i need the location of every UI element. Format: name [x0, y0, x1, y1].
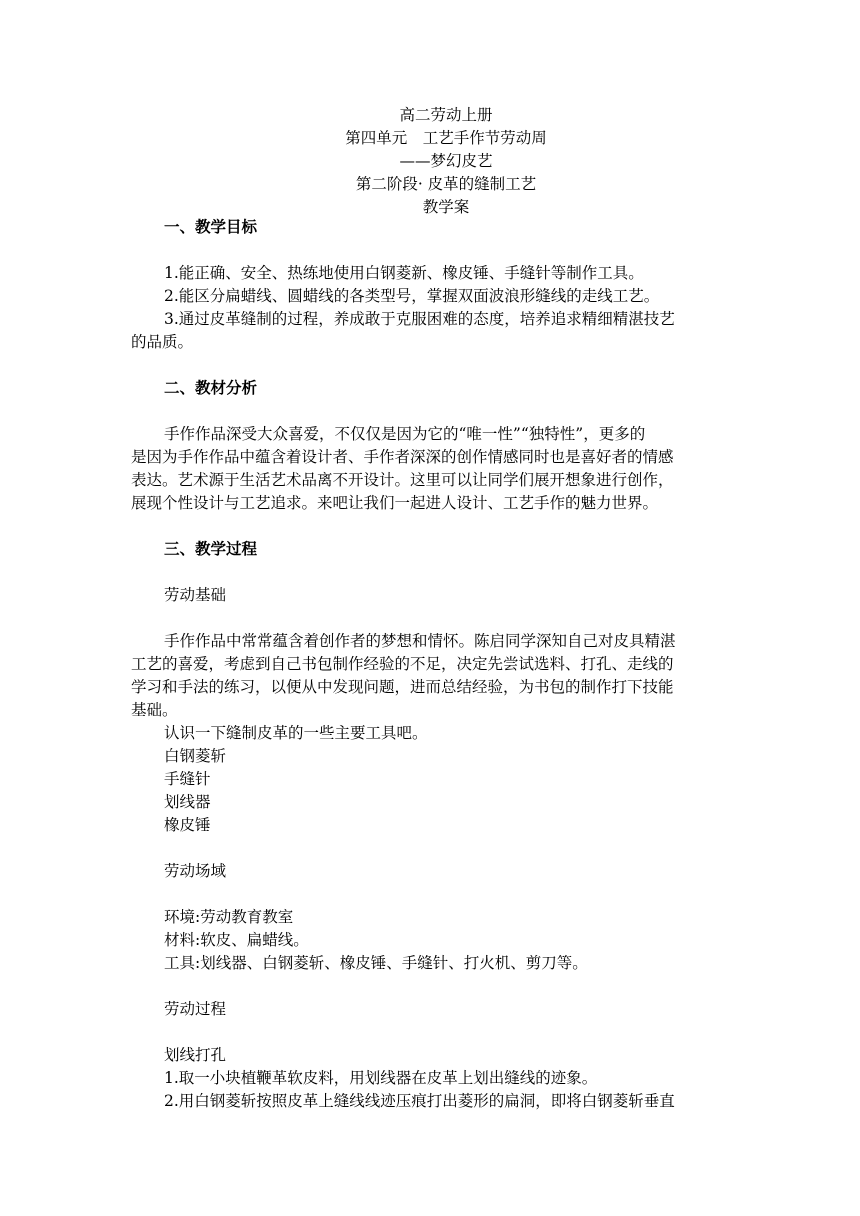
tool-item: 白钢菱斩 [164, 747, 227, 765]
tool-item: 划线器 [164, 793, 211, 811]
paragraph-line: 手作作品中常常蕴含着创作者的梦想和情怀。陈启同学深知自己对皮具精湛 [164, 632, 676, 650]
paragraph-line: 展现个性设计与工艺追求。来吧让我们一起进人设计、工艺手作的魅力世界。 [131, 494, 659, 512]
paragraph-line: 工艺的喜爱，考虑到自己书包制作经验的不足，决定先尝试选料、打孔、走线的 [131, 655, 674, 673]
tool-item: 手缝针 [164, 770, 211, 788]
field-line: 材料:软皮、扁蜡线。 [164, 931, 309, 949]
theme-title: ——梦幻皮艺 [399, 152, 493, 170]
tool-item: 橡皮锤 [164, 816, 211, 834]
subsection-title-field: 劳动场域 [164, 862, 227, 880]
paragraph-line: 基础。 [131, 701, 178, 719]
section-heading-process: 三、教学过程 [164, 540, 258, 558]
field-line: 环境:劳动教育教室 [164, 908, 294, 926]
tools-intro: 认识一下缝制皮革的一些主要工具吧。 [164, 724, 428, 742]
document-body [131, 216, 741, 1113]
paragraph-line: 表达。艺术源于生活艺术品离不开设计。这里可以让同学们展开想象进行创作， [131, 471, 674, 489]
subsection-title-process: 劳动过程 [164, 1000, 227, 1018]
title-block [0, 104, 860, 219]
stage-title: 第二阶段· 皮革的缝制工艺 [355, 175, 537, 193]
section-heading-analysis: 二、教材分析 [164, 379, 258, 397]
paragraph-line: 是因为手作作品中蕴含着设计者、手作者深深的创作情感同时也是喜好者的情感 [131, 448, 674, 466]
objective-item: 1.能正确、安全、热练地使用白钢菱新、橡皮锤、手缝针等制作工具。 [164, 264, 644, 282]
course-title: 高二劳动上册 [399, 106, 493, 124]
unit-title: 第四单元 工艺手作节劳动周 [345, 129, 547, 147]
field-line: 工具:划线器、白钢菱斩、橡皮锤、手缝针、打火机、剪刀等。 [164, 954, 588, 972]
objective-item: 3.通过皮革缝制的过程，养成敢于克服困难的态度，培养追求精细精湛技艺 [164, 310, 675, 328]
paragraph-line: 学习和手法的练习，以便从中发现问题，进而总结经验，为书包的制作打下技能 [131, 678, 674, 696]
objective-item-continued: 的品质。 [131, 333, 194, 351]
objective-item: 2.能区分扁蜡线、圆蜡线的各类型号，掌握双面波浪形缝线的走线工艺。 [164, 287, 660, 305]
paragraph-line: 手作作品深受大众喜爱，不仅仅是因为它的“唯一性”“独特性”，更多的 [164, 425, 646, 443]
doc-type-title: 教学案 [422, 198, 470, 216]
subsection-title-basics: 劳动基础 [164, 586, 227, 604]
section-heading-objectives: 一、教学目标 [164, 218, 258, 236]
step-title: 划线打孔 [164, 1046, 227, 1064]
step-line: 1.取一小块植鞭革软皮料，用划线器在皮革上划出缝线的迹象。 [164, 1069, 598, 1087]
step-line: 2.用白钢菱斩按照皮革上缝线线迹压痕打出菱形的扁洞，即将白钢菱斩垂直 [164, 1092, 675, 1110]
